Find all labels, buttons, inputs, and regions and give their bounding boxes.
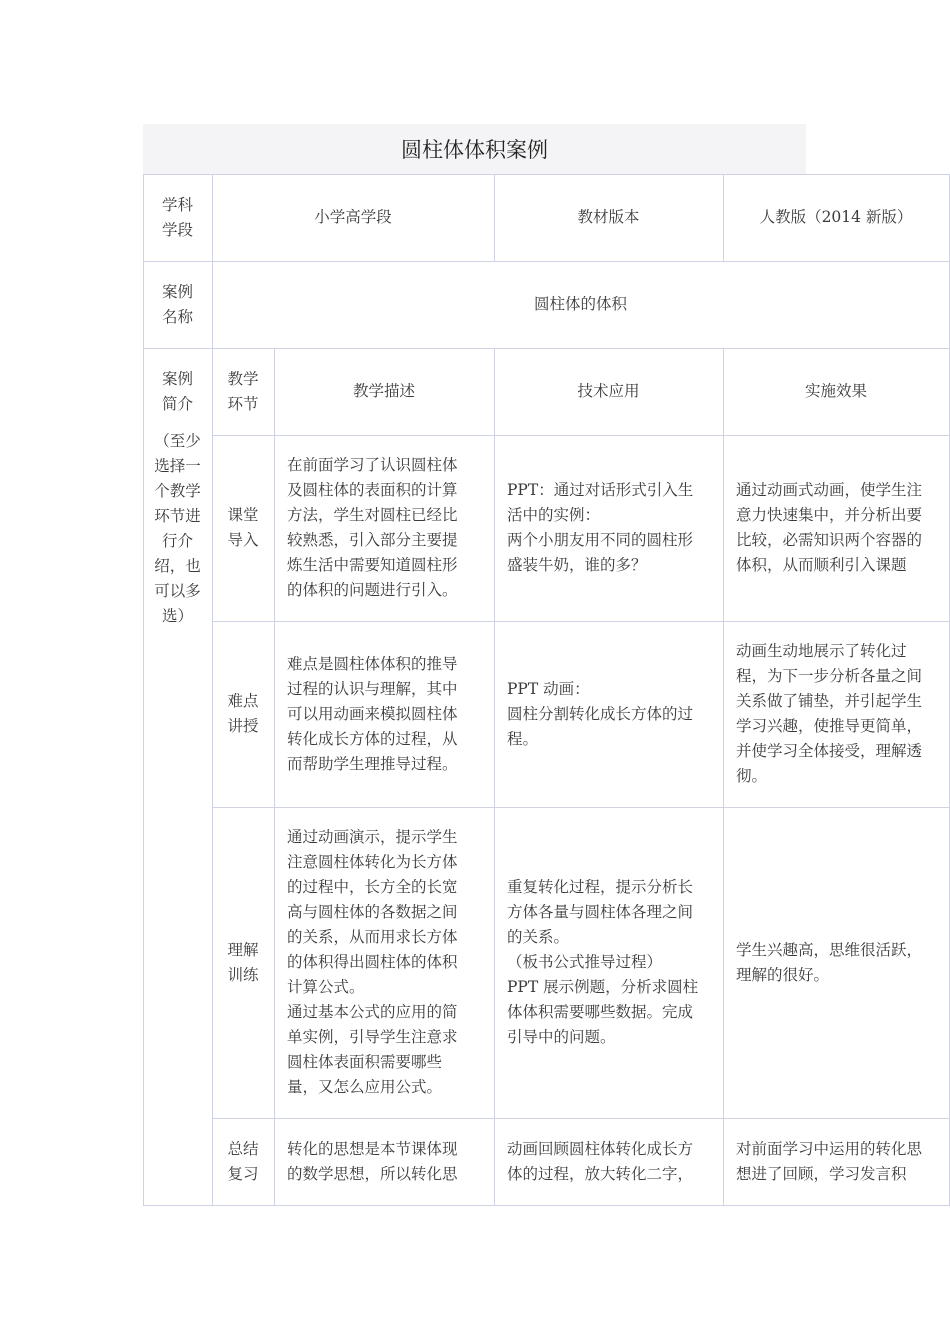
technology-cell: PPT：通过对话形式引入生 活中的实例： 两个小朋友用不同的圆柱形 盛装牛奶，谁的多？ [507, 481, 694, 574]
description-cell: 在前面学习了认识圆柱体 及圆柱体的表面积的计算 方法，学生对圆柱已经比 较熟悉，引入部分主要提 炼生活中需要知道圆柱形 的体积的问题进行引入。 [287, 456, 458, 599]
table-row-description [274, 621, 494, 807]
effect-cell: 学生兴趣高，思维很活跃， 理解的很好。 [736, 940, 923, 984]
subject-value-cell [212, 174, 494, 261]
stage-cell: 理解 训练 [227, 940, 259, 984]
case-name-label: 案例 名称 [161, 282, 193, 326]
table-row-description [274, 1118, 494, 1205]
edition-label: 教材版本 [577, 208, 640, 226]
technology-cell: 重复转化过程，提示分析长 方体各量与圆柱体各理之间 的关系。 （板书公式推导过程） PPT 展示例题，分析求圆柱 体体积需要哪些数据。完成 引导中的问题。 [507, 878, 699, 1046]
table-row-effect [723, 621, 949, 807]
subject-label: 学科 学段 [161, 195, 193, 239]
subject-value: 小学高学段 [314, 208, 392, 226]
stage-header-cell [212, 348, 274, 435]
table-row-description [274, 807, 494, 1118]
effect-cell: 动画生动地展示了转化过 程，为下一步分析各量之间 关系做了铺垫，并引起学生 学习兴趣，使推导更简单， 并使学习全体接受，理解透 彻。 [736, 642, 923, 785]
description-cell: 难点是圆柱体体积的推导 过程的认识与理解，其中 可以用动画来模拟圆柱体 转化成长方体的过程，从 而帮助学生理推导过程。 [287, 654, 458, 773]
effect-header: 实施效果 [804, 382, 867, 400]
subject-label-cell [143, 174, 212, 261]
effect-header-cell [723, 348, 949, 435]
table-row-technology [494, 1118, 723, 1205]
description-cell: 转化的思想是本节课体现 的数学思想，所以转化思 [287, 1139, 458, 1183]
stage-cell: 课堂 导入 [227, 506, 259, 549]
table-row-effect [723, 807, 949, 1118]
edition-value-cell [723, 174, 949, 261]
description-header-cell [274, 348, 494, 435]
table-row-stage [212, 621, 274, 807]
table-row-stage [212, 807, 274, 1118]
technology-header: 技术应用 [577, 382, 640, 400]
description-cell: 通过动画演示，提示学生 注意圆柱体转化为长方体 的过程中，长方全的长宽 高与圆柱体的各数据之间 的关系，从而用求长方体 的体积得出圆柱体的体积 计算公式。 通过基本公式的应用的简 单实例，引导学生注意求 圆柱体表面积需要哪些 量，又怎么应用公式。 [287, 828, 458, 1096]
case-name-value-cell [212, 261, 949, 348]
document-title: 圆柱体体积案例 [143, 124, 806, 174]
intro-label: 案例 简介 [161, 370, 193, 413]
table-row-description [274, 435, 494, 621]
table-row-technology [494, 435, 723, 621]
technology-cell: PPT 动画： 圆柱分割转化成长方体的过 程。 [507, 679, 694, 748]
effect-cell: 通过动画式动画，使学生注 意力快速集中，并分析出要 比较，必需知识两个容器的 体积，从而顺利引入课题 [736, 481, 923, 574]
case-name-value: 圆柱体的体积 [533, 295, 627, 313]
edition-label-cell [494, 174, 723, 261]
stage-header: 教学 环节 [227, 369, 259, 413]
edition-value: 人教版（2014 新版） [759, 208, 913, 226]
table-row-effect [723, 1118, 949, 1205]
intro-note: （至少 选择一 个教学 环节进 行介 绍，也 可以多 选） [154, 432, 201, 625]
effect-cell: 对前面学习中运用的转化思 想进了回顾，学习发言积 [736, 1139, 923, 1183]
stage-cell: 难点 讲授 [227, 692, 259, 735]
table-row-technology [494, 621, 723, 807]
table-row-stage [212, 1118, 274, 1205]
table-row-effect [723, 435, 949, 621]
description-header: 教学描述 [352, 382, 415, 400]
case-name-label-cell [143, 261, 212, 348]
table-rule [143, 1205, 950, 1206]
table-row-technology [494, 807, 723, 1118]
table-row-stage [212, 435, 274, 621]
technology-cell: 动画回顾圆柱体转化成长方 体的过程，放大转化二字， [507, 1139, 694, 1183]
stage-cell: 总结 复习 [227, 1139, 259, 1183]
technology-header-cell [494, 348, 723, 435]
